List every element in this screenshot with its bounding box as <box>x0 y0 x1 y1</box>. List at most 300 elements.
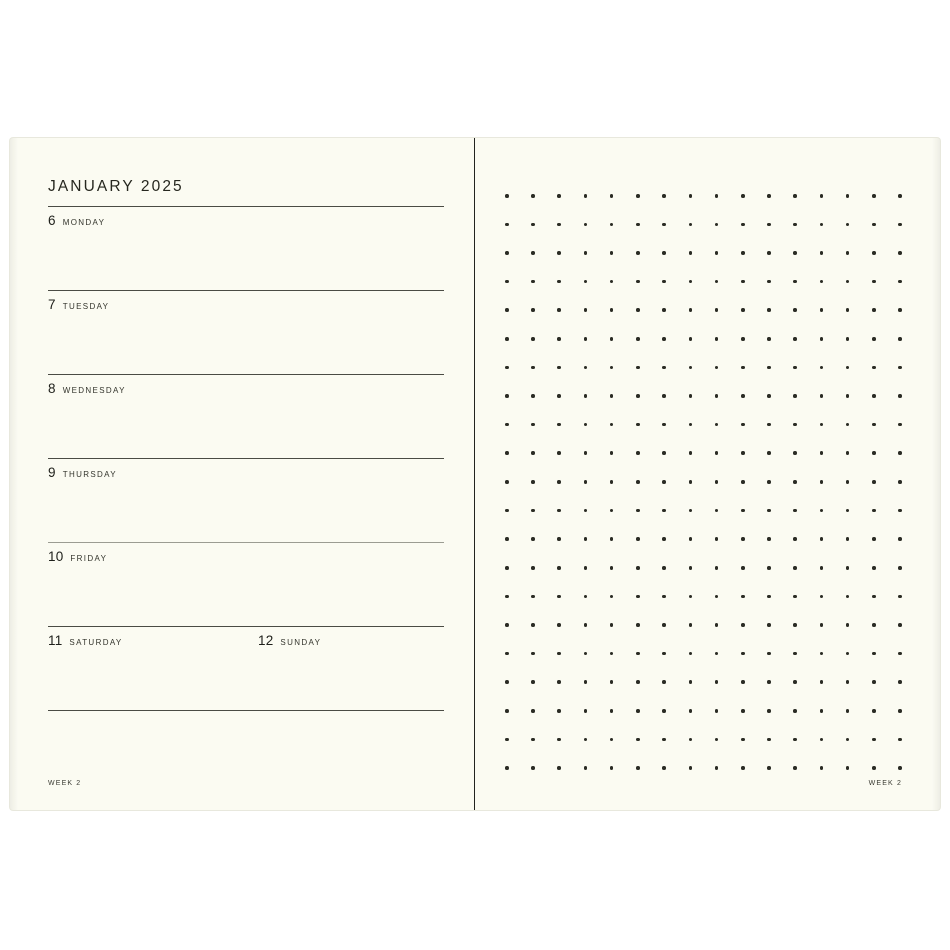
grid-dot <box>689 652 693 656</box>
grid-dot <box>820 251 824 255</box>
grid-dot <box>610 337 614 341</box>
grid-dot <box>636 423 640 427</box>
grid-dot <box>820 537 824 541</box>
planner-spread <box>10 138 940 810</box>
grid-dot <box>662 451 666 455</box>
grid-dot <box>741 394 745 398</box>
day-number: 7 <box>48 297 56 312</box>
grid-dot <box>636 595 640 599</box>
grid-dot <box>898 509 902 513</box>
grid-dot <box>846 738 850 742</box>
grid-dot <box>505 337 509 341</box>
grid-dot <box>872 595 876 599</box>
grid-dot <box>636 251 640 255</box>
grid-dot <box>820 509 824 513</box>
grid-dot <box>610 509 614 513</box>
day-number: 6 <box>48 213 56 228</box>
grid-dot <box>505 394 509 398</box>
day-header <box>48 627 246 648</box>
grid-dot <box>636 509 640 513</box>
grid-dot <box>662 337 666 341</box>
grid-dot <box>820 223 824 227</box>
grid-dot <box>820 480 824 484</box>
day-entry-monday[interactable] <box>48 207 444 290</box>
grid-dot <box>505 223 509 227</box>
grid-dot <box>767 251 771 255</box>
grid-dot <box>610 537 614 541</box>
dot-grid-row <box>505 566 902 570</box>
grid-dot <box>715 509 719 513</box>
grid-dot <box>505 480 509 484</box>
grid-dot <box>689 709 693 713</box>
grid-dot <box>610 595 614 599</box>
grid-dot <box>846 652 850 656</box>
day-header <box>48 375 444 396</box>
grid-dot <box>689 595 693 599</box>
grid-dot <box>793 194 797 198</box>
grid-dot <box>793 509 797 513</box>
grid-dot <box>767 709 771 713</box>
grid-dot <box>846 337 850 341</box>
dot-grid-row <box>505 308 902 312</box>
grid-dot <box>846 623 850 627</box>
grid-dot <box>872 566 876 570</box>
day-header <box>48 207 444 228</box>
grid-dot <box>505 308 509 312</box>
grid-dot <box>846 451 850 455</box>
grid-dot <box>557 394 561 398</box>
day-name: SATURDAY <box>69 638 123 647</box>
grid-dot <box>662 595 666 599</box>
grid-dot <box>793 537 797 541</box>
grid-dot <box>584 623 588 627</box>
grid-dot <box>636 366 640 370</box>
grid-dot <box>636 537 640 541</box>
grid-dot <box>767 394 771 398</box>
day-name: THURSDAY <box>62 470 117 479</box>
grid-dot <box>872 623 876 627</box>
grid-dot <box>846 423 850 427</box>
grid-dot <box>715 251 719 255</box>
grid-dot <box>898 480 902 484</box>
grid-dot <box>531 423 535 427</box>
grid-dot <box>505 366 509 370</box>
grid-dot <box>557 251 561 255</box>
grid-dot <box>715 595 719 599</box>
grid-dot <box>584 251 588 255</box>
grid-dot <box>610 280 614 284</box>
grid-dot <box>820 595 824 599</box>
grid-dot <box>846 709 850 713</box>
grid-dot <box>741 366 745 370</box>
grid-dot <box>557 308 561 312</box>
grid-dot <box>898 652 902 656</box>
grid-dot <box>846 194 850 198</box>
grid-dot <box>767 308 771 312</box>
grid-dot <box>741 280 745 284</box>
grid-dot <box>505 766 509 770</box>
grid-dot <box>610 566 614 570</box>
grid-dot <box>741 766 745 770</box>
dot-grid-row <box>505 480 902 484</box>
day-entry-wednesday[interactable] <box>48 375 444 458</box>
grid-dot <box>584 451 588 455</box>
grid-dot <box>793 451 797 455</box>
grid-dot <box>584 652 588 656</box>
grid-dot <box>636 280 640 284</box>
grid-dot <box>820 680 824 684</box>
grid-dot <box>689 337 693 341</box>
grid-dot <box>557 194 561 198</box>
grid-dot <box>557 366 561 370</box>
grid-dot <box>767 480 771 484</box>
grid-dot <box>767 509 771 513</box>
grid-dot <box>689 423 693 427</box>
day-header <box>48 543 444 564</box>
grid-dot <box>584 480 588 484</box>
grid-dot <box>557 766 561 770</box>
day-writing-area[interactable] <box>48 228 444 290</box>
grid-dot <box>820 366 824 370</box>
grid-dot <box>846 680 850 684</box>
grid-dot <box>820 652 824 656</box>
grid-dot <box>689 394 693 398</box>
grid-dot <box>767 194 771 198</box>
grid-dot <box>793 280 797 284</box>
day-entry-thursday[interactable] <box>48 459 444 542</box>
dot-grid-row <box>505 194 902 198</box>
grid-dot <box>820 194 824 198</box>
grid-dot <box>898 223 902 227</box>
grid-dot <box>689 680 693 684</box>
grid-dot <box>793 566 797 570</box>
grid-dot <box>662 480 666 484</box>
grid-dot <box>505 509 509 513</box>
day-writing-area[interactable] <box>48 480 444 542</box>
grid-dot <box>741 537 745 541</box>
day-number: 11 <box>48 633 63 648</box>
grid-dot <box>741 509 745 513</box>
grid-dot <box>662 680 666 684</box>
grid-dot <box>584 680 588 684</box>
grid-dot <box>531 337 535 341</box>
grid-dot <box>715 709 719 713</box>
dot-grid-row <box>505 280 902 284</box>
grid-dot <box>531 709 535 713</box>
grid-dot <box>715 766 719 770</box>
day-writing-area[interactable] <box>258 648 444 710</box>
grid-dot <box>741 337 745 341</box>
grid-dot <box>793 223 797 227</box>
dot-grid-row <box>505 680 902 684</box>
grid-dot <box>741 738 745 742</box>
grid-dot <box>505 451 509 455</box>
grid-dot <box>872 223 876 227</box>
grid-dot <box>741 480 745 484</box>
grid-dot <box>505 680 509 684</box>
grid-dot <box>531 251 535 255</box>
dot-grid-row <box>505 595 902 599</box>
grid-dot <box>872 480 876 484</box>
grid-dot <box>662 509 666 513</box>
grid-dot <box>846 223 850 227</box>
dot-grid-row <box>505 766 902 770</box>
grid-dot <box>557 709 561 713</box>
grid-dot <box>584 223 588 227</box>
day-writing-area[interactable] <box>48 396 444 458</box>
grid-dot <box>505 738 509 742</box>
grid-dot <box>793 366 797 370</box>
grid-dot <box>898 566 902 570</box>
grid-dot <box>557 595 561 599</box>
grid-dot <box>662 194 666 198</box>
grid-dot <box>820 709 824 713</box>
grid-dot <box>820 337 824 341</box>
grid-dot <box>715 337 719 341</box>
dot-grid-row <box>505 738 902 742</box>
grid-dot <box>793 308 797 312</box>
grid-dot <box>715 280 719 284</box>
grid-dot <box>793 766 797 770</box>
grid-dot <box>793 251 797 255</box>
grid-dot <box>531 595 535 599</box>
grid-dot <box>557 623 561 627</box>
grid-dot <box>741 251 745 255</box>
grid-dot <box>820 738 824 742</box>
day-entry-saturday[interactable] <box>48 627 246 710</box>
grid-dot <box>584 595 588 599</box>
grid-dot <box>872 451 876 455</box>
grid-dot <box>584 337 588 341</box>
grid-dot <box>767 537 771 541</box>
grid-dot <box>715 394 719 398</box>
grid-dot <box>793 709 797 713</box>
grid-dot <box>793 680 797 684</box>
grid-dot <box>898 337 902 341</box>
grid-dot <box>872 394 876 398</box>
grid-dot <box>793 738 797 742</box>
grid-dot <box>610 394 614 398</box>
grid-dot <box>557 566 561 570</box>
grid-dot <box>662 537 666 541</box>
grid-dot <box>584 308 588 312</box>
grid-dot <box>846 509 850 513</box>
grid-dot <box>741 652 745 656</box>
day-header <box>48 291 444 312</box>
grid-dot <box>636 738 640 742</box>
grid-dot <box>662 566 666 570</box>
grid-dot <box>557 537 561 541</box>
grid-dot <box>872 251 876 255</box>
grid-dot <box>689 480 693 484</box>
grid-dot <box>584 709 588 713</box>
grid-dot <box>662 223 666 227</box>
grid-dot <box>767 280 771 284</box>
grid-dot <box>584 537 588 541</box>
grid-dot <box>689 537 693 541</box>
grid-dot <box>820 394 824 398</box>
grid-dot <box>715 423 719 427</box>
grid-dot <box>898 394 902 398</box>
grid-dot <box>689 223 693 227</box>
grid-dot <box>636 308 640 312</box>
dot-grid-row <box>505 451 902 455</box>
dot-grid-row <box>505 652 902 656</box>
grid-dot <box>505 194 509 198</box>
grid-dot <box>505 251 509 255</box>
grid-dot <box>505 423 509 427</box>
grid-dot <box>767 652 771 656</box>
grid-dot <box>584 394 588 398</box>
grid-dot <box>898 623 902 627</box>
grid-dot <box>715 223 719 227</box>
grid-dot <box>505 652 509 656</box>
grid-dot <box>715 480 719 484</box>
grid-dot <box>689 509 693 513</box>
grid-dot <box>767 623 771 627</box>
grid-dot <box>636 223 640 227</box>
grid-dot <box>505 537 509 541</box>
grid-dot <box>872 423 876 427</box>
day-number: 8 <box>48 381 56 396</box>
grid-dot <box>636 451 640 455</box>
grid-dot <box>636 680 640 684</box>
grid-dot <box>898 738 902 742</box>
grid-dot <box>872 537 876 541</box>
grid-dot <box>846 595 850 599</box>
day-entry-friday[interactable] <box>48 543 444 626</box>
grid-dot <box>793 595 797 599</box>
grid-dot <box>689 308 693 312</box>
week-label-left: WEEK 2 <box>48 780 82 787</box>
grid-dot <box>557 738 561 742</box>
grid-dot <box>636 337 640 341</box>
grid-dot <box>846 251 850 255</box>
grid-dot <box>820 766 824 770</box>
grid-dot <box>531 366 535 370</box>
grid-dot <box>741 194 745 198</box>
grid-dot <box>610 366 614 370</box>
grid-dot <box>820 566 824 570</box>
day-name: MONDAY <box>62 218 106 227</box>
grid-dot <box>898 280 902 284</box>
grid-dot <box>531 680 535 684</box>
grid-dot <box>715 537 719 541</box>
grid-dot <box>898 366 902 370</box>
grid-dot <box>741 223 745 227</box>
grid-dot <box>662 308 666 312</box>
grid-dot <box>715 451 719 455</box>
grid-dot <box>662 366 666 370</box>
grid-dot <box>898 451 902 455</box>
grid-dot <box>662 280 666 284</box>
grid-dot <box>662 766 666 770</box>
grid-dot <box>741 709 745 713</box>
grid-dot <box>636 766 640 770</box>
day-writing-area[interactable] <box>48 312 444 374</box>
grid-dot <box>531 223 535 227</box>
divider-rule <box>48 710 444 711</box>
grid-dot <box>610 480 614 484</box>
grid-dot <box>872 738 876 742</box>
grid-dot <box>662 394 666 398</box>
dot-grid-row <box>505 223 902 227</box>
grid-dot <box>662 623 666 627</box>
grid-dot <box>505 566 509 570</box>
grid-dot <box>584 766 588 770</box>
day-writing-area[interactable] <box>48 648 246 710</box>
grid-dot <box>741 566 745 570</box>
grid-dot <box>741 680 745 684</box>
grid-dot <box>820 451 824 455</box>
grid-dot <box>557 423 561 427</box>
day-name: TUESDAY <box>62 302 110 311</box>
day-entry-tuesday[interactable] <box>48 291 444 374</box>
grid-dot <box>584 194 588 198</box>
grid-dot <box>898 595 902 599</box>
grid-dot <box>636 566 640 570</box>
day-name: SUNDAY <box>280 638 322 647</box>
grid-dot <box>898 308 902 312</box>
grid-dot <box>741 308 745 312</box>
dot-grid-row <box>505 366 902 370</box>
grid-dot <box>820 308 824 312</box>
dot-grid-row <box>505 709 902 713</box>
grid-dot <box>689 251 693 255</box>
day-number: 12 <box>258 633 274 648</box>
planner-right-page <box>475 138 940 810</box>
grid-dot <box>741 595 745 599</box>
grid-dot <box>610 766 614 770</box>
grid-dot <box>584 366 588 370</box>
grid-dot <box>715 738 719 742</box>
grid-dot <box>767 451 771 455</box>
grid-dot <box>531 451 535 455</box>
grid-dot <box>557 223 561 227</box>
day-name: WEDNESDAY <box>62 386 126 395</box>
grid-dot <box>689 566 693 570</box>
grid-dot <box>872 680 876 684</box>
grid-dot <box>741 423 745 427</box>
grid-dot <box>767 423 771 427</box>
grid-dot <box>898 537 902 541</box>
grid-dot <box>531 194 535 198</box>
week-label-right: WEEK 2 <box>868 780 902 787</box>
grid-dot <box>662 738 666 742</box>
grid-dot <box>662 423 666 427</box>
dot-grid-row <box>505 623 902 627</box>
grid-dot <box>689 451 693 455</box>
grid-dot <box>636 394 640 398</box>
grid-dot <box>741 451 745 455</box>
grid-dot <box>846 480 850 484</box>
grid-dot <box>610 738 614 742</box>
grid-dot <box>636 194 640 198</box>
grid-dot <box>846 280 850 284</box>
grid-dot <box>715 623 719 627</box>
day-entry-sunday[interactable] <box>246 627 444 710</box>
grid-dot <box>662 251 666 255</box>
grid-dot <box>531 652 535 656</box>
grid-dot <box>531 766 535 770</box>
grid-dot <box>610 451 614 455</box>
day-writing-area[interactable] <box>48 564 444 626</box>
grid-dot <box>584 423 588 427</box>
dot-grid[interactable] <box>505 194 902 770</box>
grid-dot <box>793 394 797 398</box>
grid-dot <box>610 251 614 255</box>
grid-dot <box>898 423 902 427</box>
